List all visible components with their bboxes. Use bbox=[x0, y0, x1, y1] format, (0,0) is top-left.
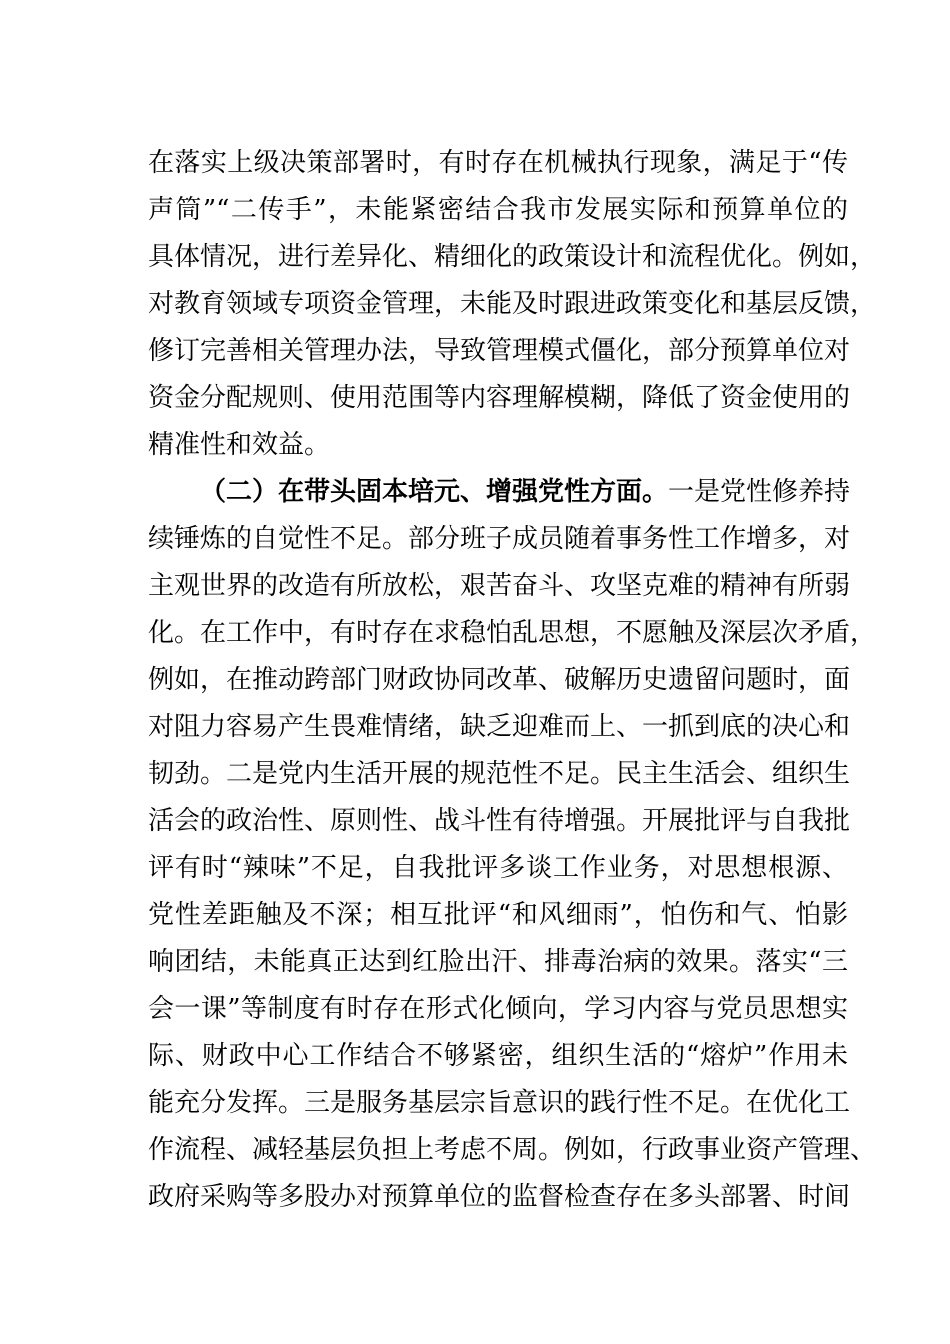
paragraph-2-line-2: 续锤炼的自觉性不足。部分班子成员随着事务性工作增多，对 bbox=[148, 524, 851, 554]
paragraph-2-line-9: 评有时“辣味”不足，自我批评多谈工作业务，对思想根源、 bbox=[148, 853, 848, 883]
paragraph-2-line-16: 政府采购等多股办对预算单位的监督检查存在多头部署、时间 bbox=[148, 1182, 851, 1212]
paragraph-2-line-13: 际、财政中心工作结合不够紧密，组织生活的“熔炉”作用未 bbox=[148, 1041, 848, 1071]
paragraph-2-line-3: 主观世界的改造有所放松，艰苦奋斗、攻坚克难的精神有所弱 bbox=[148, 571, 851, 601]
paragraph-2-line-7: 韧劲。二是党内生活开展的规范性不足。民主生活会、组织生 bbox=[148, 759, 851, 789]
paragraph-2-line-6: 对阻力容易产生畏难情绪，缺乏迎难而上、一抓到底的决心和 bbox=[148, 712, 851, 742]
paragraph-1-line-2: 声筒”“二传手”，未能紧密结合我市发展实际和预算单位的 bbox=[148, 195, 848, 225]
paragraph-2-line-15: 作流程、减轻基层负担上考虑不周。例如，行政事业资产管理、 bbox=[148, 1135, 877, 1165]
paragraph-2-line-14: 能充分发挥。三是服务基层宗旨意识的践行性不足。在优化工 bbox=[148, 1088, 851, 1118]
paragraph-2-line-12: 会一课”等制度有时存在形式化倾向，学习内容与党员思想实 bbox=[148, 994, 848, 1024]
paragraph-1-line-4: 对教育领域专项资金管理，未能及时跟进政策变化和基层反馈， bbox=[148, 289, 877, 319]
paragraph-1-line-7: 精准性和效益。 bbox=[148, 430, 331, 460]
paragraph-2-line-11: 响团结，未能真正达到红脸出汗、排毒治病的效果。落实“三 bbox=[148, 947, 848, 977]
paragraph-1-line-3: 具体情况，进行差异化、精细化的政策设计和流程优化。例如， bbox=[148, 242, 877, 272]
paragraph-2-first-rest: 一是党性修养持 bbox=[668, 477, 851, 507]
paragraph-1-line-1: 在落实上级决策部署时，有时存在机械执行现象，满足于“传 bbox=[148, 148, 848, 178]
paragraph-2-line-4: 化。在工作中，有时存在求稳怕乱思想，不愿触及深层次矛盾， bbox=[148, 618, 877, 648]
paragraph-2-line-5: 例如，在推动跨部门财政协同改革、破解历史遗留问题时，面 bbox=[148, 665, 851, 695]
paragraph-2-line-10: 党性差距触及不深；相互批评“和风细雨”，怕伤和气、怕影 bbox=[148, 900, 848, 930]
section-heading: （二）在带头固本培元、增强党性方面。 bbox=[200, 477, 669, 507]
paragraph-2-line-8: 活会的政治性、原则性、战斗性有待增强。开展批评与自我批 bbox=[148, 806, 851, 836]
paragraph-1-line-5: 修订完善相关管理办法，导致管理模式僵化，部分预算单位对 bbox=[148, 336, 851, 366]
paragraph-1-line-6: 资金分配规则、使用范围等内容理解模糊，降低了资金使用的 bbox=[148, 383, 851, 413]
paragraph-2-line-1 bbox=[148, 470, 851, 514]
